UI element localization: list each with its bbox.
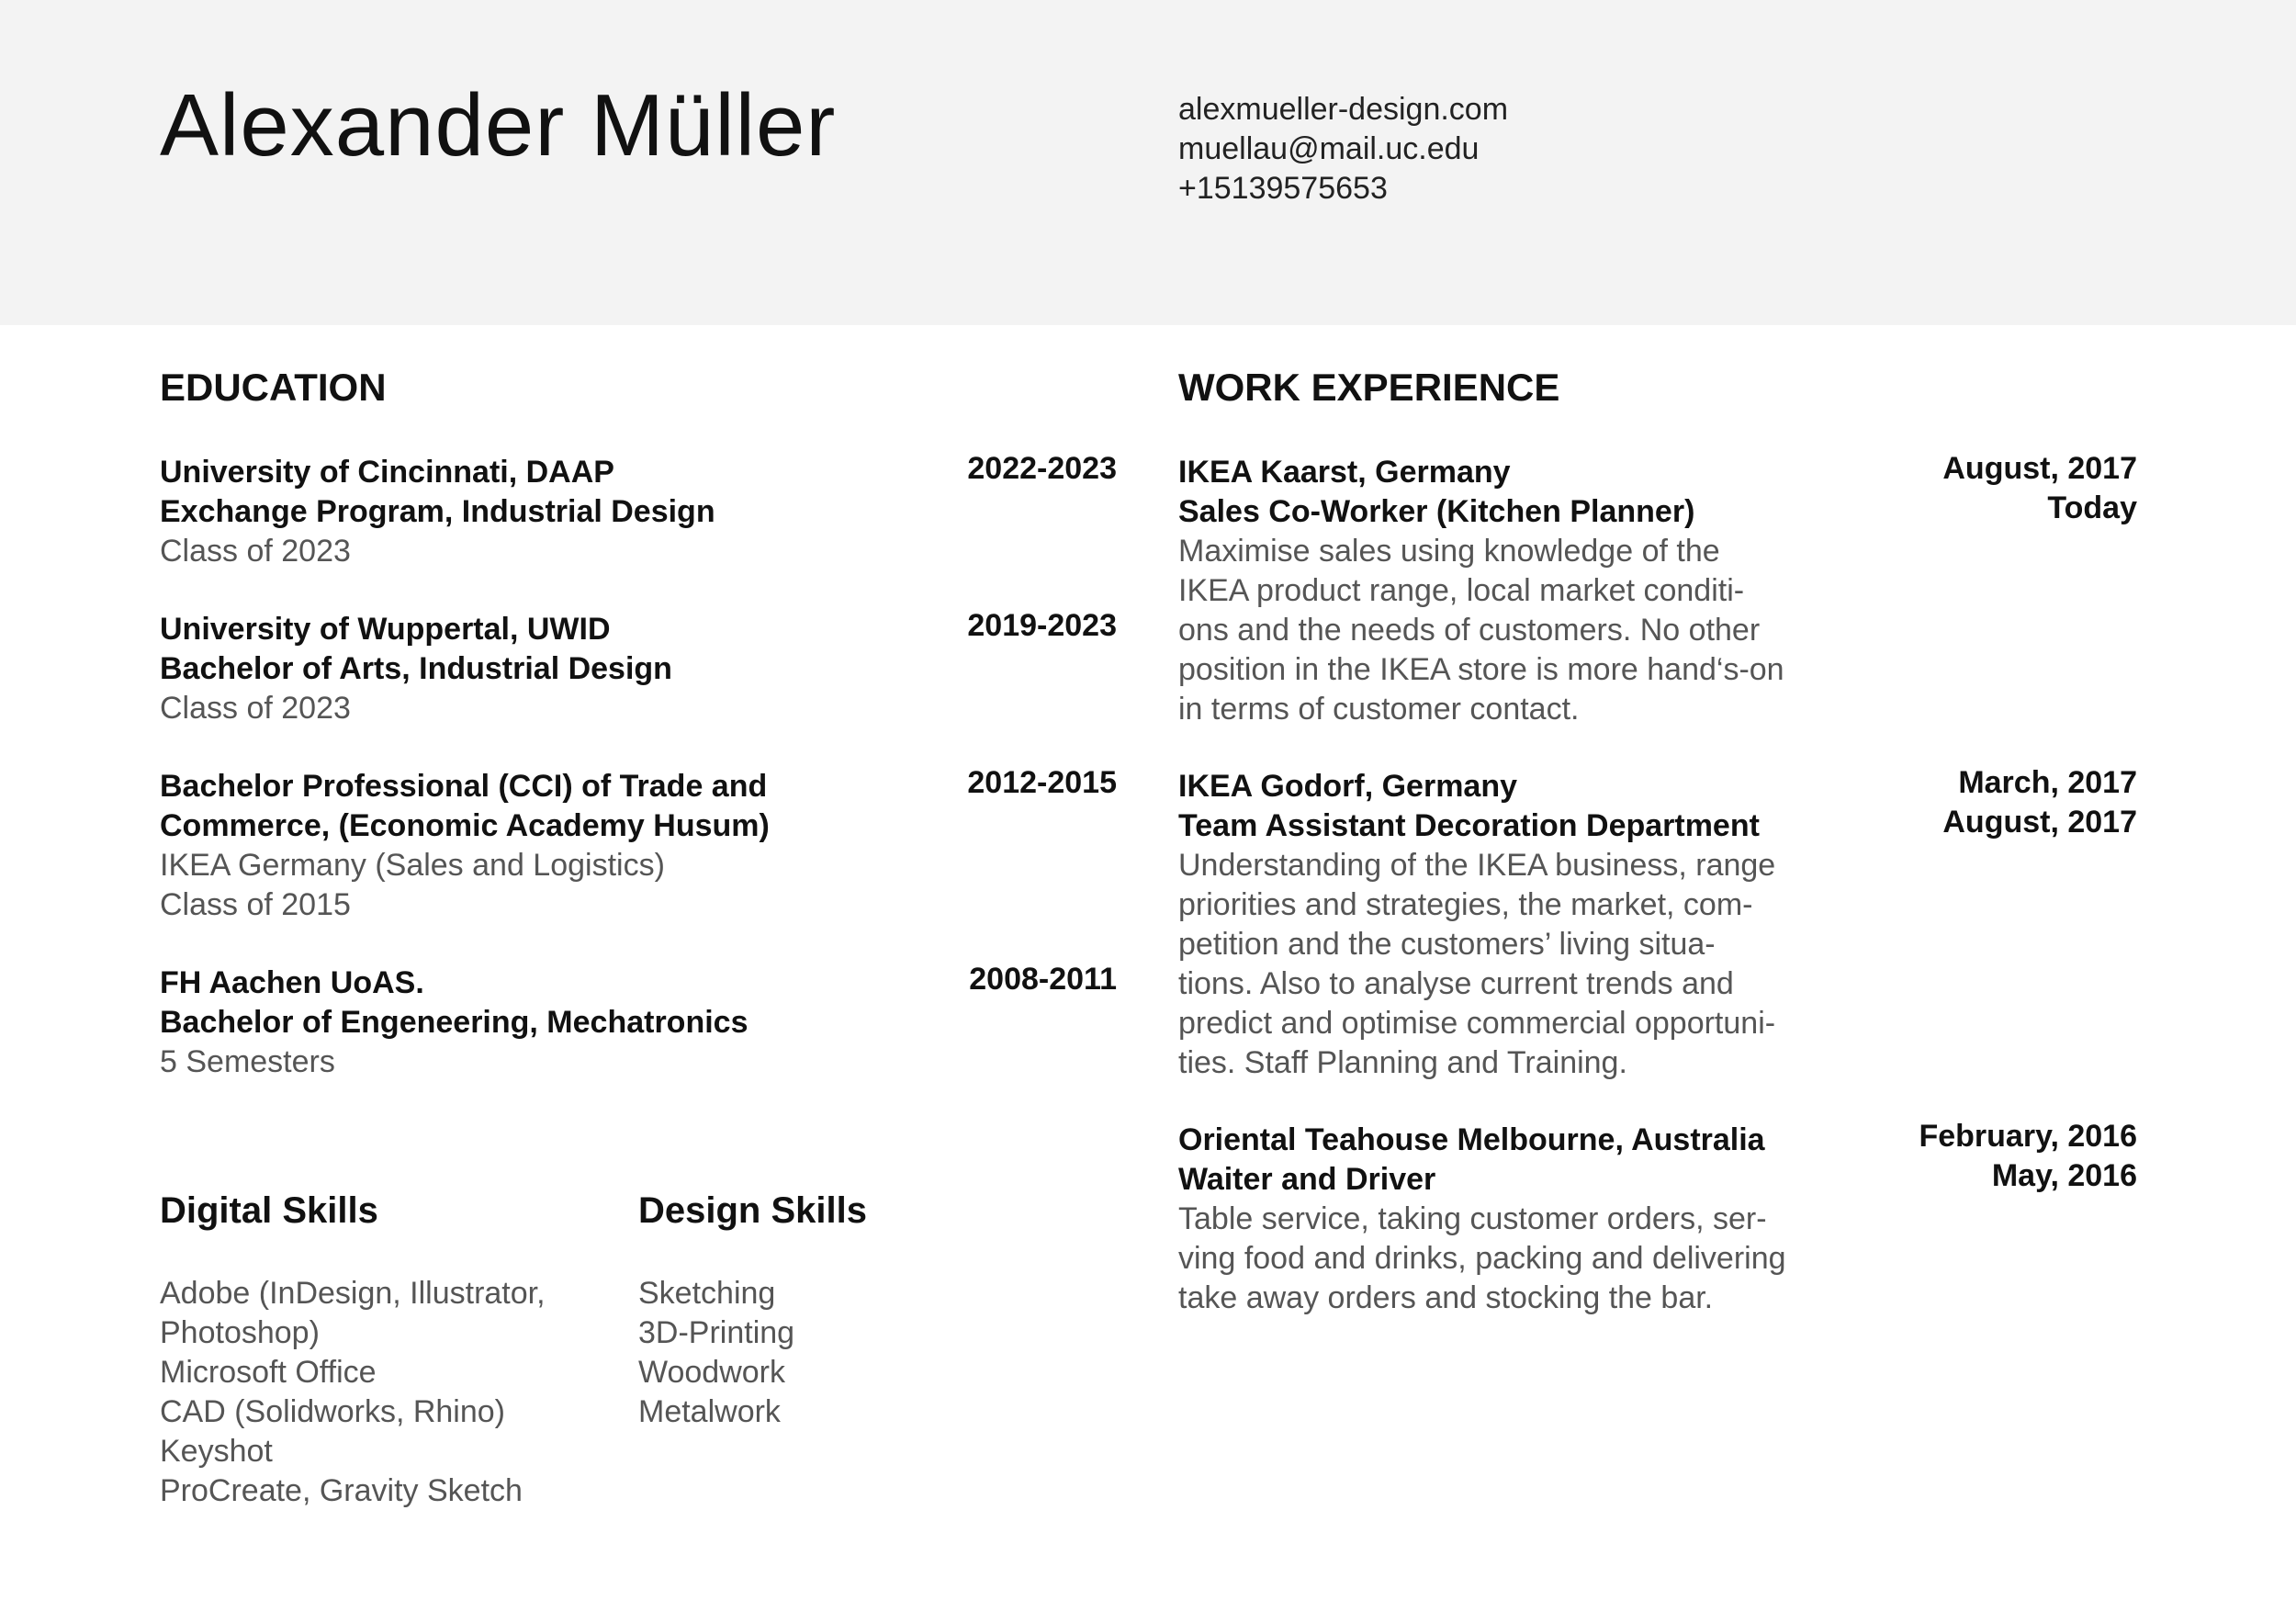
education-institution-cont: Commerce, (Economic Academy Husum) xyxy=(160,808,770,843)
resume-name: Alexander Müller xyxy=(160,76,837,175)
design-skills-heading: Design Skills xyxy=(638,1190,867,1231)
work-description-line: priorities and strategies, the market, com- xyxy=(1178,887,1753,922)
education-date: 2008-2011 xyxy=(969,962,1117,997)
skill-item: Adobe (InDesign, Illustrator, xyxy=(160,1276,546,1311)
work-date-start: February, 2016 xyxy=(1919,1119,2137,1154)
skill-item: 3D-Printing xyxy=(638,1315,795,1350)
work-description-line: IKEA product range, local market conditi- xyxy=(1178,573,1745,608)
contact-block xyxy=(1178,90,1508,209)
education-entry xyxy=(160,964,1117,1082)
work-date-start: March, 2017 xyxy=(1958,765,2137,800)
work-role: Waiter and Driver xyxy=(1178,1162,1436,1197)
work-date-end: Today xyxy=(2047,490,2137,525)
work-description-line: petition and the customers’ living situa- xyxy=(1178,927,1716,962)
education-detail: Class of 2015 xyxy=(160,887,351,922)
work-description-line: tions. Also to analyse current trends and xyxy=(1178,966,1734,1001)
education-program: Bachelor of Engeneering, Mechatronics xyxy=(160,1005,748,1040)
work-company: IKEA Godorf, Germany xyxy=(1178,769,1518,804)
work-description-line: in terms of customer contact. xyxy=(1178,692,1580,727)
education-detail: IKEA Germany (Sales and Logistics) xyxy=(160,848,665,883)
work-role: Sales Co-Worker (Kitchen Planner) xyxy=(1178,494,1695,529)
education-institution: University of Wuppertal, UWID xyxy=(160,612,611,647)
work-description-line: position in the IKEA store is more hand‘s-on xyxy=(1178,652,1784,687)
education-entry xyxy=(160,767,1117,925)
skill-item: Photoshop) xyxy=(160,1315,320,1350)
education-date: 2022-2023 xyxy=(967,451,1117,486)
work-description-line: Understanding of the IKEA business, range xyxy=(1178,848,1776,883)
education-entry xyxy=(160,453,1117,571)
education-date: 2012-2015 xyxy=(967,765,1117,800)
work-entry xyxy=(1178,767,2137,1083)
work-entry xyxy=(1178,453,2137,729)
work-date-end: May, 2016 xyxy=(1991,1158,2137,1193)
work-dates xyxy=(1919,1117,2137,1196)
work-dates xyxy=(1942,763,2137,842)
work-experience-heading: WORK EXPERIENCE xyxy=(1178,366,1560,409)
education-entry xyxy=(160,610,1117,728)
education-institution: FH Aachen UoAS. xyxy=(160,965,424,1000)
skill-item: Microsoft Office xyxy=(160,1355,377,1390)
work-description-line: ons and the needs of customers. No other xyxy=(1178,613,1761,648)
digital-skills-column xyxy=(160,1187,546,1511)
education-detail: 5 Semesters xyxy=(160,1044,335,1079)
work-description-line: predict and optimise commercial opportuni- xyxy=(1178,1006,1776,1041)
education-heading: EDUCATION xyxy=(160,366,387,409)
skill-item: Metalwork xyxy=(638,1394,781,1429)
education-institution: Bachelor Professional (CCI) of Trade and xyxy=(160,769,768,804)
education-date: 2019-2023 xyxy=(967,608,1117,643)
skill-item: Sketching xyxy=(638,1276,776,1311)
design-skills-column xyxy=(638,1187,867,1432)
work-entry xyxy=(1178,1121,2137,1318)
work-date-end: August, 2017 xyxy=(1942,805,2137,840)
work-description-line: Maximise sales using knowledge of the xyxy=(1178,534,1720,569)
email-link[interactable]: muellau@mail.uc.edu xyxy=(1178,131,1480,166)
education-detail: Class of 2023 xyxy=(160,691,351,726)
work-company: IKEA Kaarst, Germany xyxy=(1178,455,1511,490)
work-description-line: Table service, taking customer orders, ser- xyxy=(1178,1201,1767,1236)
work-role: Team Assistant Decoration Department xyxy=(1178,808,1760,843)
education-program: Exchange Program, Industrial Design xyxy=(160,494,715,529)
work-description-line: ties. Staff Planning and Training. xyxy=(1178,1045,1627,1080)
phone-number: +15139575653 xyxy=(1178,171,1388,206)
work-company: Oriental Teahouse Melbourne, Australia xyxy=(1178,1122,1765,1157)
skill-item: Woodwork xyxy=(638,1355,785,1390)
education-institution: University of Cincinnati, DAAP xyxy=(160,455,614,490)
skill-item: CAD (Solidworks, Rhino) xyxy=(160,1394,505,1429)
skill-item: ProCreate, Gravity Sketch xyxy=(160,1473,523,1508)
education-program: Bachelor of Arts, Industrial Design xyxy=(160,651,672,686)
work-dates xyxy=(1942,449,2137,528)
website-link[interactable]: alexmueller-design.com xyxy=(1178,92,1509,127)
work-date-start: August, 2017 xyxy=(1942,451,2137,486)
work-description-line: take away orders and stocking the bar. xyxy=(1178,1280,1714,1315)
work-description-line: ving food and drinks, packing and delivering xyxy=(1178,1241,1786,1276)
digital-skills-heading: Digital Skills xyxy=(160,1190,378,1231)
education-detail: Class of 2023 xyxy=(160,534,351,569)
skill-item: Keyshot xyxy=(160,1434,273,1469)
